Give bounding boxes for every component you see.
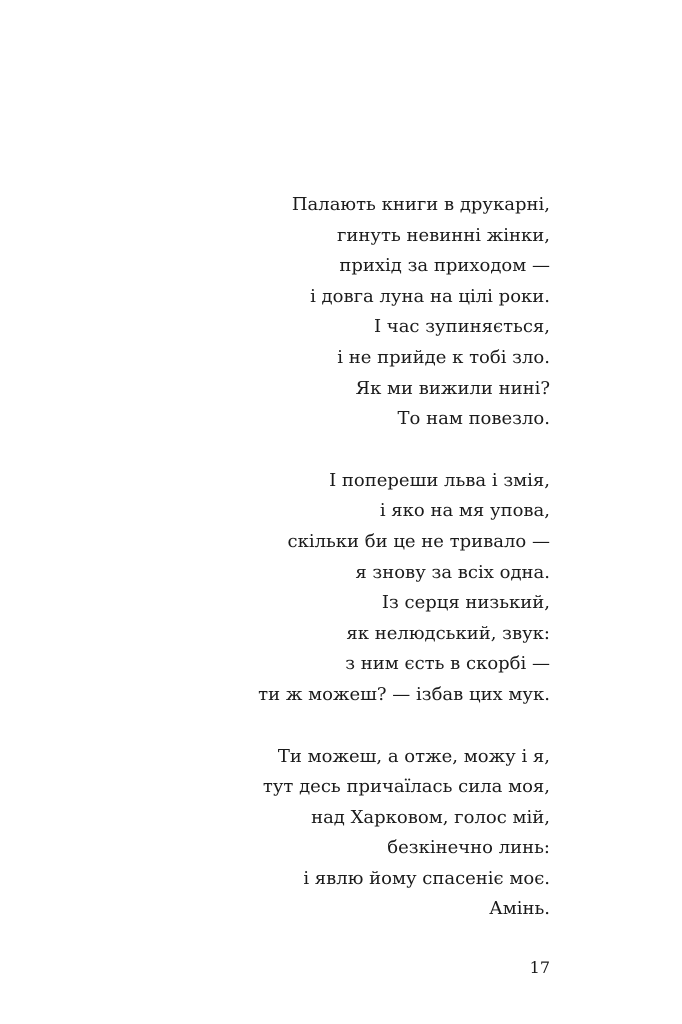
poem-line: ти ж можеш? — ізбав цих мук.	[258, 683, 550, 705]
poem-line: скільки би це не тривало —	[287, 530, 550, 552]
poem-line: і довга луна на цілі роки.	[310, 285, 550, 307]
poem-line: гинуть невинні жінки,	[336, 224, 550, 246]
poem-line: І попереши льва і змія,	[329, 469, 550, 491]
stanza-3	[258, 742, 550, 926]
page-number: 17	[529, 958, 550, 977]
poem-line: Ти можеш, а отже, можу і я,	[277, 745, 550, 767]
poem-line: я знову за всіх одна.	[355, 561, 550, 583]
poem	[258, 190, 550, 956]
stanza-2	[258, 466, 550, 711]
poem-line: То нам повезло.	[397, 408, 550, 430]
poem-line: І час зупиняється,	[373, 316, 550, 338]
poem-line: Палають книги в друкарні,	[291, 194, 550, 215]
poem-line: і явлю йому спасеніє моє.	[303, 867, 550, 889]
poem-line: як нелюдський, звук:	[346, 622, 550, 644]
poem-line: тут десь причаїлась сила моя,	[262, 776, 550, 798]
poem-line: і яко на мя упова,	[379, 500, 550, 522]
poem-line: над Харковом, голос мій,	[311, 806, 550, 828]
poem-line: Із серця низький,	[381, 592, 550, 614]
poem-line: прихід за приходом —	[339, 255, 550, 277]
stanza-1	[258, 190, 550, 435]
poem-line: Амінь.	[489, 898, 550, 920]
poem-line: з ним єсть в скорбі —	[345, 653, 550, 675]
poem-line: безкінечно линь:	[387, 837, 550, 859]
poem-line: Як ми вижили нині?	[355, 377, 550, 399]
poem-line: і не прийде к тобі зло.	[337, 346, 550, 368]
